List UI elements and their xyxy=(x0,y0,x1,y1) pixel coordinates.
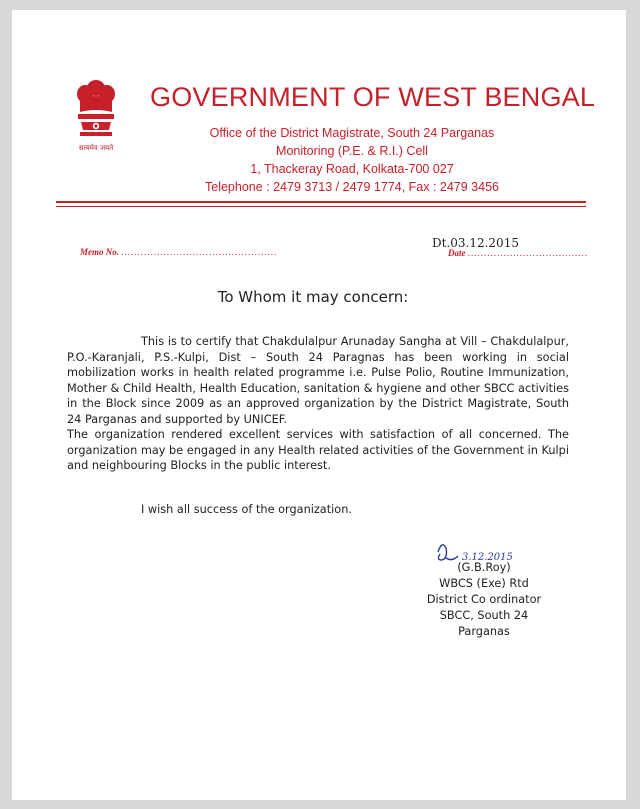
closing-wish: I wish all success of the organization. xyxy=(141,503,352,516)
date-field xyxy=(448,248,588,258)
letterhead-title: GOVERNMENT OF WEST BENGAL xyxy=(150,82,596,112)
office-line: 1, Thackeray Road, Kolkata-700 027 xyxy=(250,162,454,176)
office-line: Monitoring (P.E. & R.I.) Cell xyxy=(276,144,428,158)
letterhead-divider xyxy=(56,201,586,203)
heading-text: To Whom it may concern: xyxy=(217,288,409,306)
signatory-title-line: WBCS (Exe) Rtd xyxy=(439,577,529,590)
office-address-block xyxy=(172,124,532,196)
date-label: Date xyxy=(448,248,466,258)
office-line: Telephone : 2479 3713 / 2479 1774, Fax : 2479 3456 xyxy=(205,180,499,194)
date-dots: ..................................... xyxy=(467,248,588,258)
body-paragraph-1: This is to certify that Chakdulalpur Arunaday Sangha at Vill – Chakdulalpur, P.O.-Karanjali, P.S.-Kulpi, Dist – South 24 Paragnas has been working in social mobilization works in health related programme i.e. Pulse Polio, Routine Immunization, Mother & Child Health, Health Education, sanitation & hygiene and other SBCC activities in the Block since 2009 as an approved organization by the District Magistrate, South 24 Parganas and supported by UNICEF. xyxy=(67,335,569,426)
signatory-title-line: District Co ordinator xyxy=(426,593,542,606)
signatory-title-line: Parganas xyxy=(458,625,510,638)
office-line: Office of the District Magistrate, South 24 Parganas xyxy=(209,126,495,140)
letterhead-divider-thin xyxy=(56,206,586,207)
ashoka-emblem-icon xyxy=(66,78,126,160)
date-value: Dt.03.12.2015 xyxy=(432,236,519,250)
memo-number-field xyxy=(80,247,277,257)
letter-page xyxy=(12,10,626,800)
body-paragraph-2: The organization rendered excellent services with satisfaction of all concerned. The organization may be engaged in any Health related activities of the Government in Kulpi and neighbouring Blocks in the public interest. xyxy=(67,428,569,472)
emblem-motto: सत्यमेव जयते xyxy=(78,144,114,152)
signatory-title-line: SBCC, South 24 xyxy=(439,609,529,622)
signature-date: 3.12.2015 xyxy=(462,552,513,563)
signatory-block xyxy=(404,560,564,640)
letter-heading xyxy=(12,288,626,306)
signatory-name: (G.B.Roy) xyxy=(457,561,511,574)
letter-body xyxy=(67,334,569,474)
memo-dots: ................................................ xyxy=(121,247,278,257)
memo-label: Memo No. xyxy=(80,247,119,257)
